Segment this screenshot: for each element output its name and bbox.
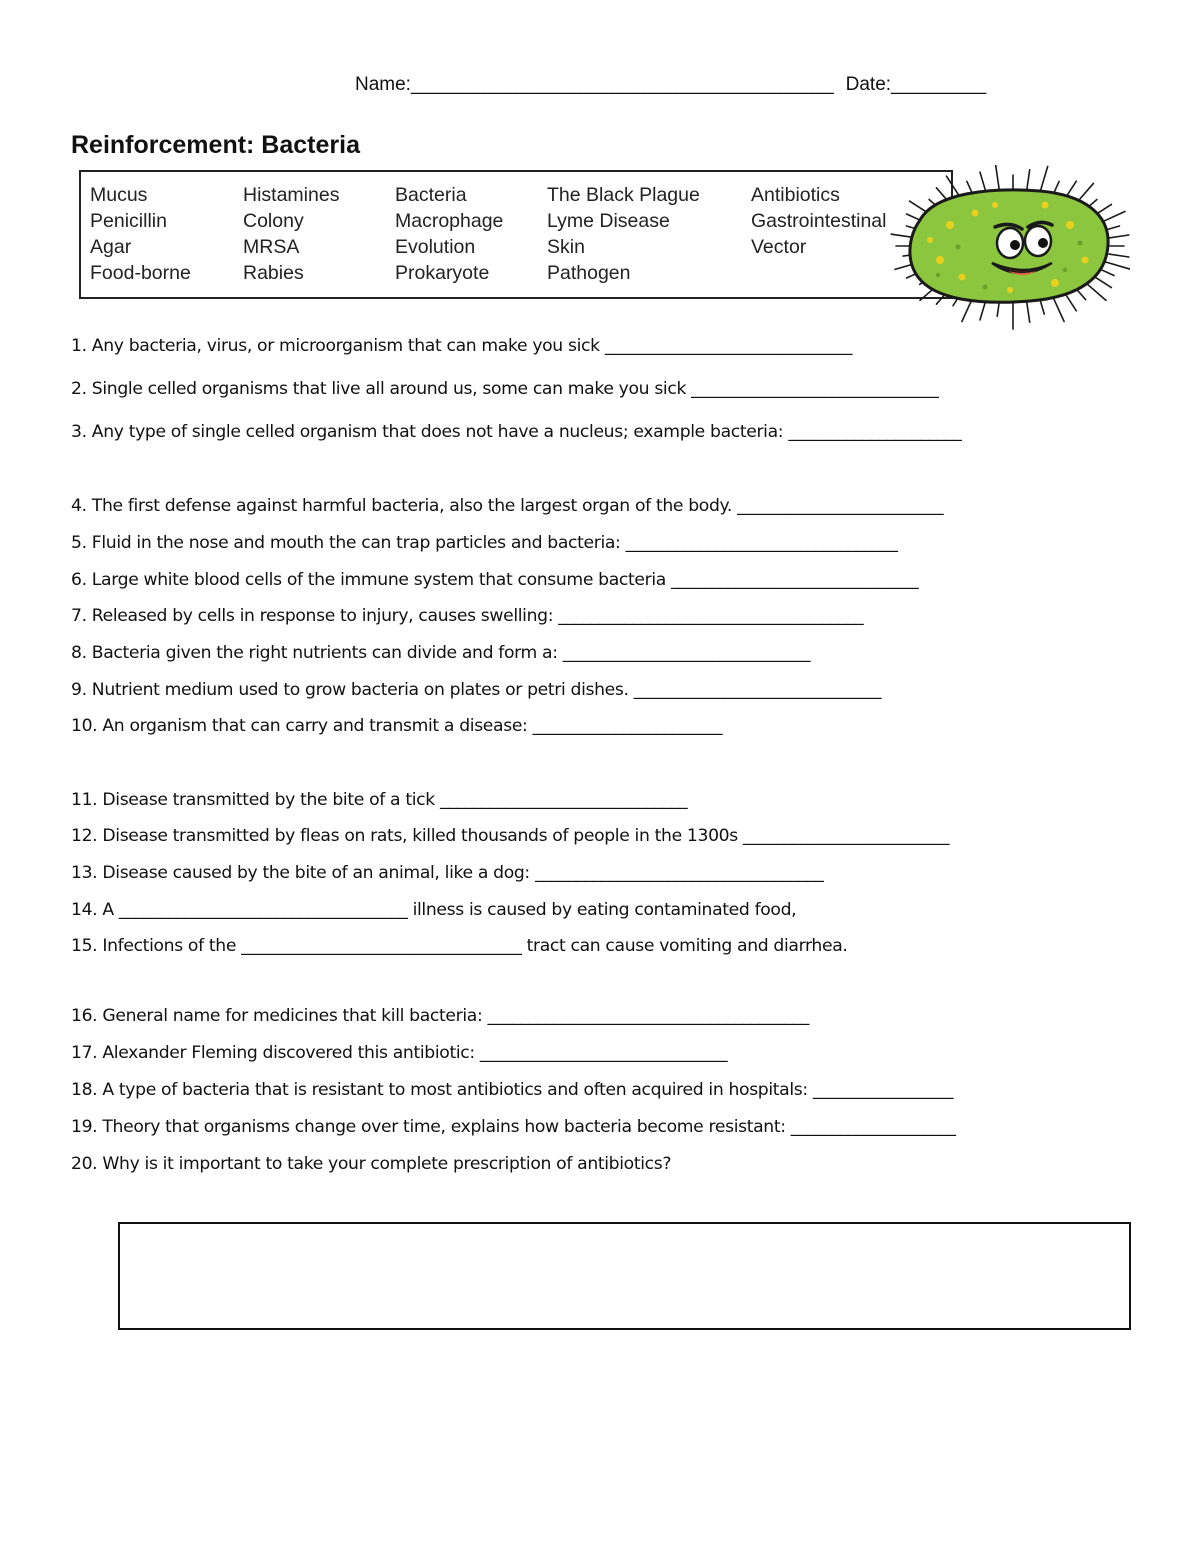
bacterium-spike (1101, 270, 1114, 276)
word-bank-column-4 (547, 182, 700, 286)
word-bank-term: Prokaryote (395, 262, 490, 284)
answer-blank[interactable]: _______________________________________ (487, 1006, 810, 1026)
answer-box-question-20[interactable] (118, 1222, 1131, 1330)
word-bank-term: Agar (90, 236, 132, 258)
answer-blank[interactable]: _________________________ (737, 496, 944, 516)
word-bank-term: Food-borne (90, 262, 191, 284)
question-10: 10. An organism that can carry and transmit a disease: _______________________ (71, 716, 723, 736)
bacterium-spike (1101, 212, 1125, 223)
question-14: 14. A ___________________________________ illness is caused by eating contaminated food, (71, 900, 797, 920)
answer-blank[interactable]: _____________________ (788, 422, 962, 442)
answer-blank[interactable]: ______________________________ (439, 790, 688, 810)
word-bank-column-1 (90, 182, 191, 286)
question-18: 18. A type of bacteria that is resistant to most antibiotics and often acquired in hospitals: _________________ (71, 1080, 954, 1100)
word-bank-term: Bacteria (395, 184, 467, 206)
bacterium-spike (1109, 235, 1129, 238)
question-16: 16. General name for medicines that kill bacteria: _______________________________________ (71, 1006, 810, 1026)
answer-blank[interactable]: _________________ (812, 1080, 954, 1100)
bacterium-spike (997, 302, 999, 316)
word-bank-term: Vector (751, 236, 807, 258)
bacterium-spike (1086, 283, 1106, 300)
cartoon-bacterium-icon (880, 165, 1130, 330)
worksheet-title: Reinforcement: Bacteria (71, 131, 360, 159)
bacterium-spike (996, 165, 1000, 190)
question-13: 13. Disease caused by the bite of an animal, like a dog: ___________________________________ (71, 863, 824, 883)
question-17: 17. Alexander Fleming discovered this antibiotic: ______________________________ (71, 1043, 728, 1063)
word-bank-term: Penicillin (90, 210, 167, 232)
bacterium-spike (1027, 170, 1030, 190)
answer-blank[interactable]: ______________________________ (479, 1043, 728, 1063)
answer-blank[interactable]: ______________________________ (604, 336, 853, 356)
answer-blank[interactable]: _______________________ (532, 716, 723, 736)
question-1: 1. Any bacteria, virus, or microorganism that can make you sick ______________________________ (71, 336, 853, 356)
bacterium-spike (1040, 301, 1044, 314)
word-bank-term: Mucus (90, 184, 148, 206)
date-field[interactable]: Date:_________ (845, 74, 987, 95)
bacterium-spike (1106, 262, 1130, 269)
word-bank-term: Pathogen (547, 262, 631, 284)
bacterium-spike (1040, 166, 1047, 191)
word-bank-column-2 (243, 182, 339, 286)
question-9: 9. Nutrient medium used to grow bacteria on plates or petri dishes. ______________________________ (71, 680, 882, 700)
word-bank-term: Lyme Disease (547, 210, 670, 232)
bacterium-spike (1106, 226, 1119, 230)
answer-blank[interactable]: __________________________________ (241, 936, 522, 956)
answer-blank[interactable]: ______________________________ (691, 379, 939, 399)
name-field[interactable]: Name:________________________________________ (355, 74, 834, 95)
question-12: 12. Disease transmitted by fleas on rats, killed thousands of people in the 1300s _________________________ (71, 826, 950, 846)
word-bank-term: Rabies (243, 262, 304, 284)
word-bank-term: Macrophage (395, 210, 504, 232)
answer-blank[interactable]: ______________________________ (671, 570, 919, 590)
question-19: 19. Theory that organisms change over time, explains how bacteria become resistant: ____________________ (71, 1117, 956, 1137)
word-bank-term: Colony (243, 210, 304, 232)
word-bank-term: The Black Plague (547, 184, 700, 206)
bacterium-spike (980, 172, 986, 191)
bacterium-spike (1095, 277, 1112, 288)
word-bank-term: Evolution (395, 236, 476, 258)
name-date-line (355, 74, 986, 96)
question-4: 4. The first defense against harmful bacteria, also the largest organ of the body. _________________________ (71, 496, 944, 516)
question-11: 11. Disease transmitted by the bite of a tick ______________________________ (71, 790, 688, 810)
word-bank-term: MRSA (243, 236, 300, 258)
question-5: 5. Fluid in the nose and mouth the can trap particles and bacteria: _________________________________ (71, 533, 898, 553)
question-8: 8. Bacteria given the right nutrients can divide and form a: ______________________________ (71, 643, 811, 663)
answer-blank[interactable]: ___________________________________ (118, 900, 408, 920)
question-15: 15. Infections of the __________________________________ tract can cause vomiting and diarrhea. (71, 936, 848, 956)
question-6: 6. Large white blood cells of the immune system that consume bacteria ______________________________ (71, 570, 919, 590)
question-20: 20. Why is it important to take your complete prescription of antibiotics? (71, 1154, 672, 1174)
answer-blank[interactable]: _________________________ (742, 826, 950, 846)
answer-blank[interactable]: ____________________ (790, 1117, 956, 1137)
bacterium-spike (1065, 294, 1076, 311)
answer-blank[interactable]: _________________________________ (625, 533, 898, 553)
answer-blank[interactable]: ___________________________________ (534, 863, 824, 883)
word-bank-term: Skin (547, 236, 585, 258)
question-3: 3. Any type of single celled organism that does not have a nucleus; example bacteria: _____________________ (71, 422, 962, 442)
answer-blank[interactable]: ______________________________ (562, 643, 811, 663)
word-bank-column-5 (751, 182, 886, 260)
bacterium-spike (1027, 302, 1030, 322)
bacterium-spike (1053, 298, 1064, 322)
question-7: 7. Released by cells in response to injury, causes swelling: _____________________________________ (71, 606, 864, 626)
question-2: 2. Single celled organisms that live all around us, some can make you sick ______________________________ (71, 379, 939, 399)
bacterium-spike (980, 301, 986, 320)
word-bank-term: Gastrointestinal (751, 210, 887, 232)
word-bank (79, 170, 953, 299)
answer-blank[interactable]: _____________________________________ (558, 606, 864, 626)
word-bank-term: Antibiotics (751, 184, 840, 206)
bacterium-spike (1109, 254, 1129, 257)
word-bank-term: Histamines (243, 184, 340, 206)
answer-blank[interactable]: ______________________________ (633, 680, 882, 700)
word-bank-column-3 (395, 182, 503, 286)
